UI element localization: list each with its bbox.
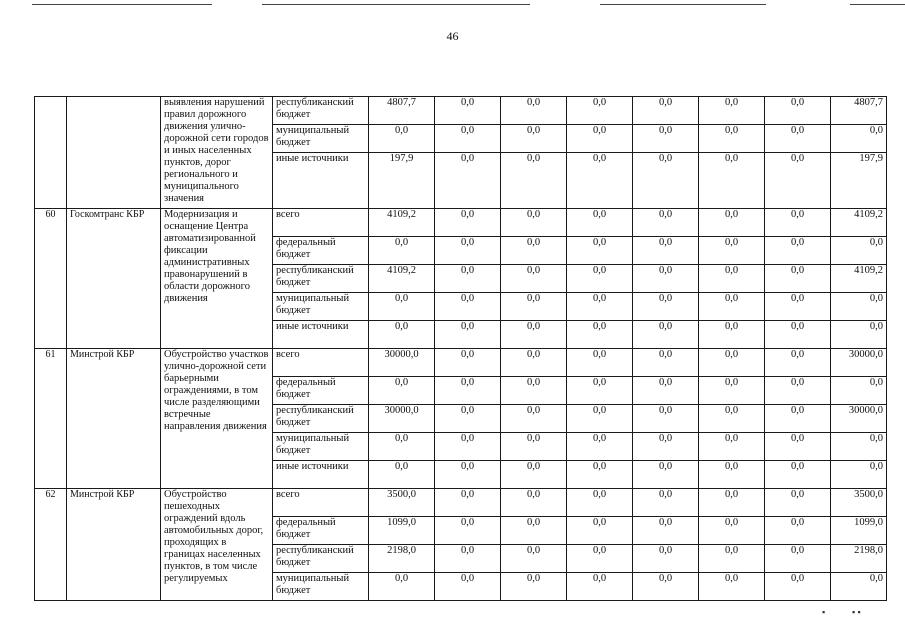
amount-cell: 0,0 — [765, 517, 831, 545]
amount-cell: 0,0 — [633, 573, 699, 601]
executor-cell: Минстрой КБР — [67, 489, 161, 601]
measure-cell: Обустройство участков улично-дорожной сети барьерными ограждениями, в том числе разделяющими встречные направления движения — [161, 349, 273, 489]
amount-cell: 0,0 — [567, 237, 633, 265]
row-number-cell: 60 — [35, 209, 67, 349]
amount-cell: 0,0 — [567, 377, 633, 405]
table-row — [35, 209, 887, 237]
amount-cell: 0,0 — [567, 517, 633, 545]
top-rule — [850, 4, 905, 5]
amount-cell: 0,0 — [699, 489, 765, 517]
amount-cell: 0,0 — [699, 377, 765, 405]
amount-cell: 0,0 — [765, 405, 831, 433]
amount-cell: 0,0 — [699, 405, 765, 433]
row-number-cell: 61 — [35, 349, 67, 489]
budget-table — [34, 96, 887, 601]
funding-source-cell: муниципальный бюджет — [273, 293, 369, 321]
amount-cell: 0,0 — [435, 433, 501, 461]
amount-cell: 0,0 — [765, 489, 831, 517]
amount-cell: 0,0 — [765, 125, 831, 153]
amount-cell: 0,0 — [633, 405, 699, 433]
amount-cell: 30000,0 — [831, 405, 887, 433]
amount-cell: 0,0 — [501, 405, 567, 433]
amount-cell: 0,0 — [567, 265, 633, 293]
amount-cell: 0,0 — [501, 237, 567, 265]
amount-cell: 0,0 — [369, 125, 435, 153]
amount-cell: 0,0 — [765, 265, 831, 293]
amount-cell: 0,0 — [633, 321, 699, 349]
amount-cell: 0,0 — [435, 321, 501, 349]
amount-cell: 0,0 — [699, 153, 765, 209]
amount-cell: 0,0 — [369, 461, 435, 489]
amount-cell: 0,0 — [699, 433, 765, 461]
amount-cell: 0,0 — [567, 545, 633, 573]
amount-cell: 2198,0 — [831, 545, 887, 573]
amount-cell: 0,0 — [765, 321, 831, 349]
funding-source-cell: республиканский бюджет — [273, 405, 369, 433]
amount-cell: 0,0 — [501, 293, 567, 321]
amount-cell: 0,0 — [831, 461, 887, 489]
amount-cell: 4109,2 — [831, 265, 887, 293]
amount-cell: 0,0 — [567, 461, 633, 489]
amount-cell: 0,0 — [633, 377, 699, 405]
amount-cell: 0,0 — [765, 153, 831, 209]
amount-cell: 4807,7 — [831, 97, 887, 125]
footer-mark: ▪ — [822, 607, 826, 617]
funding-source-cell: федеральный бюджет — [273, 517, 369, 545]
amount-cell: 3500,0 — [831, 489, 887, 517]
amount-cell: 0,0 — [765, 377, 831, 405]
amount-cell: 0,0 — [633, 517, 699, 545]
amount-cell: 0,0 — [435, 517, 501, 545]
amount-cell: 0,0 — [501, 321, 567, 349]
amount-cell: 0,0 — [567, 489, 633, 517]
amount-cell: 0,0 — [435, 293, 501, 321]
amount-cell: 0,0 — [765, 349, 831, 377]
amount-cell: 0,0 — [633, 209, 699, 237]
funding-source-cell: всего — [273, 209, 369, 237]
amount-cell: 0,0 — [567, 209, 633, 237]
amount-cell: 0,0 — [369, 293, 435, 321]
amount-cell: 0,0 — [501, 433, 567, 461]
measure-cell: Обустройство пешеходных ограждений вдоль автомобильных дорог, проходящих в границах населенных пунктов, в том числе регулируемых — [161, 489, 273, 601]
amount-cell: 30000,0 — [369, 349, 435, 377]
amount-cell: 4109,2 — [369, 209, 435, 237]
executor-cell: Госкомтранс КБР — [67, 209, 161, 349]
amount-cell: 0,0 — [633, 97, 699, 125]
table-row — [35, 97, 887, 125]
funding-source-cell: всего — [273, 489, 369, 517]
funding-source-cell: федеральный бюджет — [273, 377, 369, 405]
amount-cell: 30000,0 — [831, 349, 887, 377]
amount-cell: 1099,0 — [831, 517, 887, 545]
amount-cell: 4109,2 — [369, 265, 435, 293]
amount-cell: 30000,0 — [369, 405, 435, 433]
amount-cell: 0,0 — [831, 321, 887, 349]
amount-cell: 1099,0 — [369, 517, 435, 545]
amount-cell: 0,0 — [633, 293, 699, 321]
amount-cell: 0,0 — [699, 209, 765, 237]
funding-source-cell: всего — [273, 349, 369, 377]
footer-mark: ▪ ▪ — [852, 607, 861, 617]
row-number-cell — [35, 97, 67, 209]
amount-cell: 0,0 — [699, 237, 765, 265]
page-number: 46 — [446, 29, 459, 43]
amount-cell: 0,0 — [435, 405, 501, 433]
amount-cell: 0,0 — [633, 265, 699, 293]
amount-cell: 0,0 — [699, 125, 765, 153]
amount-cell: 0,0 — [501, 97, 567, 125]
amount-cell: 3500,0 — [369, 489, 435, 517]
amount-cell: 0,0 — [435, 461, 501, 489]
amount-cell: 0,0 — [567, 433, 633, 461]
amount-cell: 0,0 — [765, 97, 831, 125]
executor-cell: Минстрой КБР — [67, 349, 161, 489]
funding-source-cell: федеральный бюджет — [273, 237, 369, 265]
amount-cell: 0,0 — [501, 125, 567, 153]
amount-cell: 0,0 — [699, 573, 765, 601]
amount-cell: 0,0 — [699, 545, 765, 573]
amount-cell: 0,0 — [435, 97, 501, 125]
amount-cell: 0,0 — [369, 321, 435, 349]
amount-cell: 0,0 — [831, 125, 887, 153]
amount-cell: 0,0 — [633, 545, 699, 573]
table-row — [35, 489, 887, 517]
funding-source-cell: иные источники — [273, 321, 369, 349]
amount-cell: 0,0 — [633, 237, 699, 265]
funding-source-cell: иные источники — [273, 153, 369, 209]
amount-cell: 0,0 — [501, 153, 567, 209]
amount-cell: 0,0 — [699, 265, 765, 293]
funding-source-cell: республиканский бюджет — [273, 265, 369, 293]
amount-cell: 197,9 — [831, 153, 887, 209]
amount-cell: 0,0 — [567, 153, 633, 209]
top-rule — [600, 4, 766, 5]
amount-cell: 0,0 — [633, 125, 699, 153]
row-number-cell: 62 — [35, 489, 67, 601]
amount-cell: 0,0 — [369, 377, 435, 405]
amount-cell: 0,0 — [435, 377, 501, 405]
amount-cell: 0,0 — [699, 517, 765, 545]
amount-cell: 0,0 — [567, 321, 633, 349]
amount-cell: 0,0 — [567, 97, 633, 125]
amount-cell: 0,0 — [567, 405, 633, 433]
amount-cell: 0,0 — [831, 237, 887, 265]
amount-cell: 0,0 — [831, 573, 887, 601]
amount-cell: 0,0 — [765, 209, 831, 237]
amount-cell: 4807,7 — [369, 97, 435, 125]
amount-cell: 0,0 — [435, 153, 501, 209]
amount-cell: 0,0 — [501, 489, 567, 517]
executor-cell — [67, 97, 161, 209]
amount-cell: 0,0 — [501, 265, 567, 293]
amount-cell: 0,0 — [699, 461, 765, 489]
measure-cell: Модернизация и оснащение Центра автоматизированной фиксации административных правонарушений в области дорожного движения — [161, 209, 273, 349]
amount-cell: 0,0 — [369, 433, 435, 461]
amount-cell: 0,0 — [369, 237, 435, 265]
amount-cell: 0,0 — [633, 433, 699, 461]
amount-cell: 0,0 — [633, 461, 699, 489]
funding-source-cell: республиканский бюджет — [273, 545, 369, 573]
funding-source-cell: иные источники — [273, 461, 369, 489]
amount-cell: 0,0 — [633, 349, 699, 377]
amount-cell: 0,0 — [435, 125, 501, 153]
funding-source-cell: муниципальный бюджет — [273, 573, 369, 601]
table-row — [35, 349, 887, 377]
amount-cell: 0,0 — [765, 461, 831, 489]
amount-cell: 0,0 — [699, 349, 765, 377]
amount-cell: 0,0 — [501, 377, 567, 405]
amount-cell: 0,0 — [765, 293, 831, 321]
amount-cell: 0,0 — [633, 489, 699, 517]
funding-source-cell: муниципальный бюджет — [273, 433, 369, 461]
amount-cell: 0,0 — [633, 153, 699, 209]
amount-cell: 0,0 — [435, 573, 501, 601]
measure-cell: выявления нарушений правил дорожного движения улично-дорожной сети городов и иных населенных пунктов, дорог регионального и муниципального значения — [161, 97, 273, 209]
amount-cell: 0,0 — [567, 349, 633, 377]
funding-source-cell: республиканский бюджет — [273, 97, 369, 125]
amount-cell: 0,0 — [435, 545, 501, 573]
amount-cell: 0,0 — [435, 209, 501, 237]
amount-cell: 0,0 — [435, 489, 501, 517]
amount-cell: 0,0 — [435, 349, 501, 377]
amount-cell: 0,0 — [435, 265, 501, 293]
amount-cell: 0,0 — [831, 293, 887, 321]
amount-cell: 0,0 — [831, 433, 887, 461]
amount-cell: 0,0 — [765, 545, 831, 573]
amount-cell: 0,0 — [501, 517, 567, 545]
amount-cell: 0,0 — [501, 573, 567, 601]
amount-cell: 0,0 — [567, 293, 633, 321]
amount-cell: 0,0 — [501, 461, 567, 489]
amount-cell: 0,0 — [369, 573, 435, 601]
amount-cell: 0,0 — [501, 349, 567, 377]
amount-cell: 0,0 — [435, 237, 501, 265]
amount-cell: 0,0 — [567, 125, 633, 153]
top-rule — [262, 4, 530, 5]
amount-cell: 0,0 — [765, 237, 831, 265]
amount-cell: 4109,2 — [831, 209, 887, 237]
amount-cell: 0,0 — [699, 97, 765, 125]
amount-cell: 0,0 — [831, 377, 887, 405]
funding-source-cell: муниципальный бюджет — [273, 125, 369, 153]
amount-cell: 0,0 — [765, 433, 831, 461]
amount-cell: 0,0 — [699, 293, 765, 321]
amount-cell: 197,9 — [369, 153, 435, 209]
top-rule — [32, 4, 212, 5]
amount-cell: 0,0 — [501, 209, 567, 237]
amount-cell: 0,0 — [567, 573, 633, 601]
amount-cell: 0,0 — [765, 573, 831, 601]
amount-cell: 2198,0 — [369, 545, 435, 573]
amount-cell: 0,0 — [699, 321, 765, 349]
amount-cell: 0,0 — [501, 545, 567, 573]
